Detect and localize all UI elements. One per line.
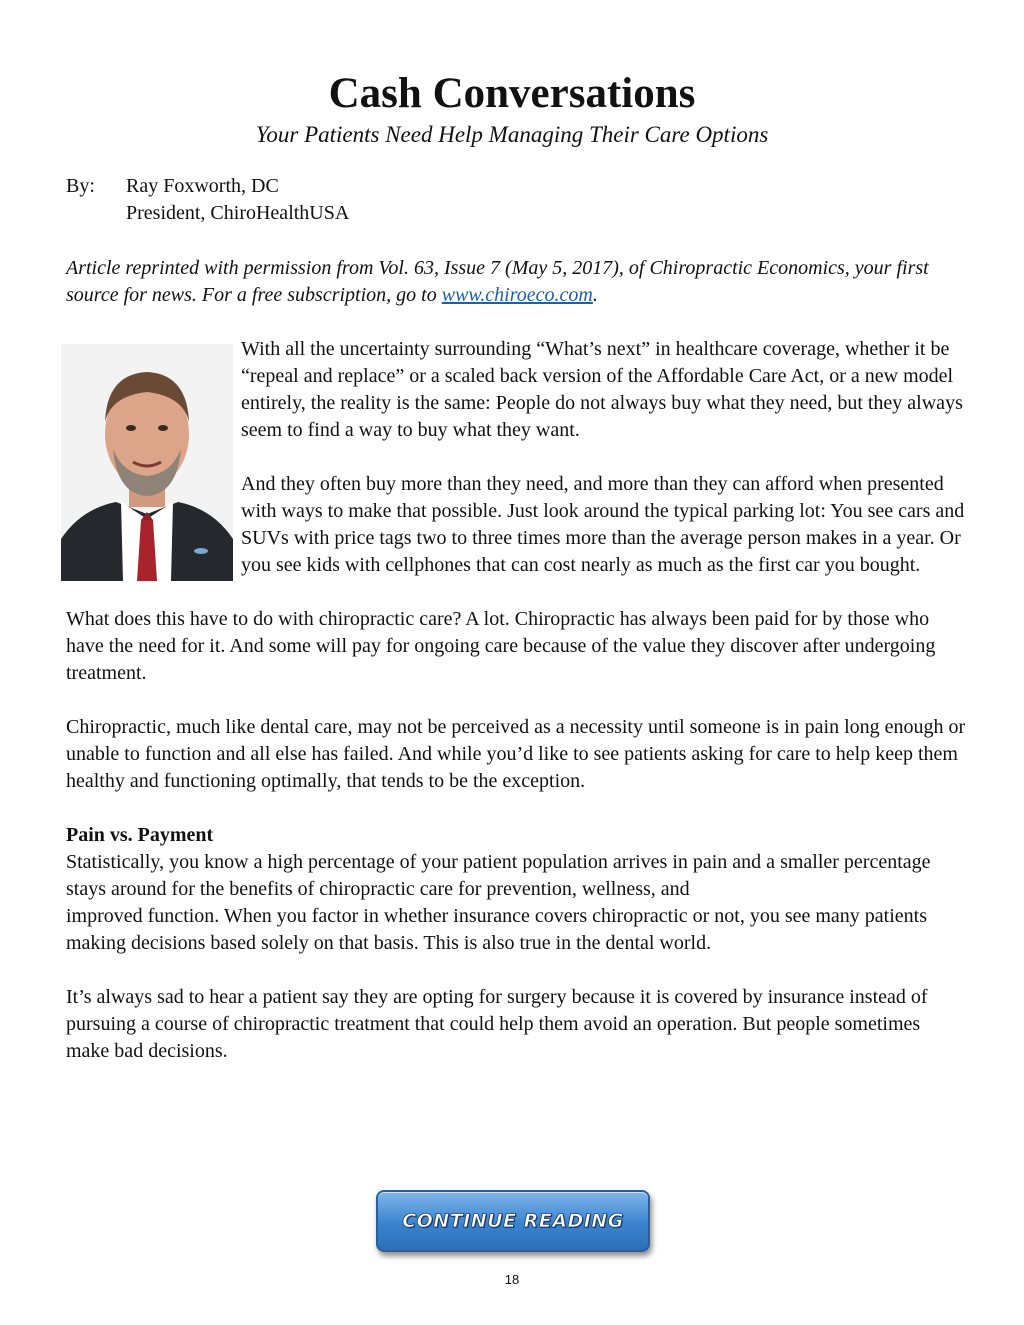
reprint-notice: Article reprinted with permission from Vol. 63, Issue 7 (May 5, 2017), of Chiropractic Economics, your first source for news. For a free subscription, go to www.chiroeco.com. (66, 257, 929, 306)
article-subtitle: Your Patients Need Help Managing Their Care Options (255, 122, 769, 147)
author-role: President, ChiroHealthUSA (126, 202, 350, 224)
continue-reading-button[interactable] (376, 1190, 650, 1252)
reprint-text: Article reprinted with permission from Vol. 63, Issue 7 (May 5, 2017), of Chiropractic Economics, your first source for news. For a free subscription, go to (66, 257, 929, 306)
paragraph: Statistically, you know a high percentage of your patient population arrives in pain and a smaller percentage stays around for the benefits of chiropractic care for prevention, wellness, and (66, 851, 931, 900)
page-number: 18 (504, 1272, 520, 1287)
article-body (66, 336, 966, 1092)
paragraph: What does this have to do with chiropractic care? A lot. Chiropractic has always been paid for by those who have the need for it. And some will pay for ongoing care because of the value they discover after undergoing treatment. (66, 608, 936, 684)
paragraph: It’s always sad to hear a patient say they are opting for surgery because it is covered by insurance instead of pursuing a course of chiropractic treatment that could help them avoid an operation. But people sometimes make bad decisions. (66, 986, 928, 1062)
paragraph: Chiropractic, much like dental care, may not be perceived as a necessity until someone is in pain long enough or unable to function and all else has failed. And while you’d like to see patients asking for care to help keep them healthy and functioning optimally, that tends to be the exception. (66, 716, 966, 792)
article-title: Cash Conversations (328, 70, 696, 117)
author-name: Ray Foxworth, DC (126, 175, 279, 197)
byline (66, 173, 349, 227)
paragraph: improved function. When you factor in whether insurance covers chiropractic or not, you see many patients making decisions based solely on that basis. This is also true in the dental world. (66, 905, 928, 954)
paragraph: With all the uncertainty surrounding “What’s next” in healthcare coverage, whether it be “repeal and replace” or a scaled back version of the Affordable Care Act, or a new model entirely, the reality is the same: People do not always buy what they need, but they always seem to find a way to buy what they want. (241, 338, 963, 441)
continue-reading-label: CONTINUE READING (402, 1210, 624, 1232)
section-heading: Pain vs. Payment (66, 824, 214, 846)
byline-label: By: (66, 175, 95, 197)
subscription-link[interactable]: www.chiroeco.com (441, 284, 593, 306)
paragraph: And they often buy more than they need, and more than they can afford when presented with ways to make that possible. Just look around the typical parking lot: You see cars and SUVs with price tags two to three times more than the average person makes in a year. Or you see kids with cellphones that can cost nearly as much as the first car you bought. (241, 473, 965, 576)
